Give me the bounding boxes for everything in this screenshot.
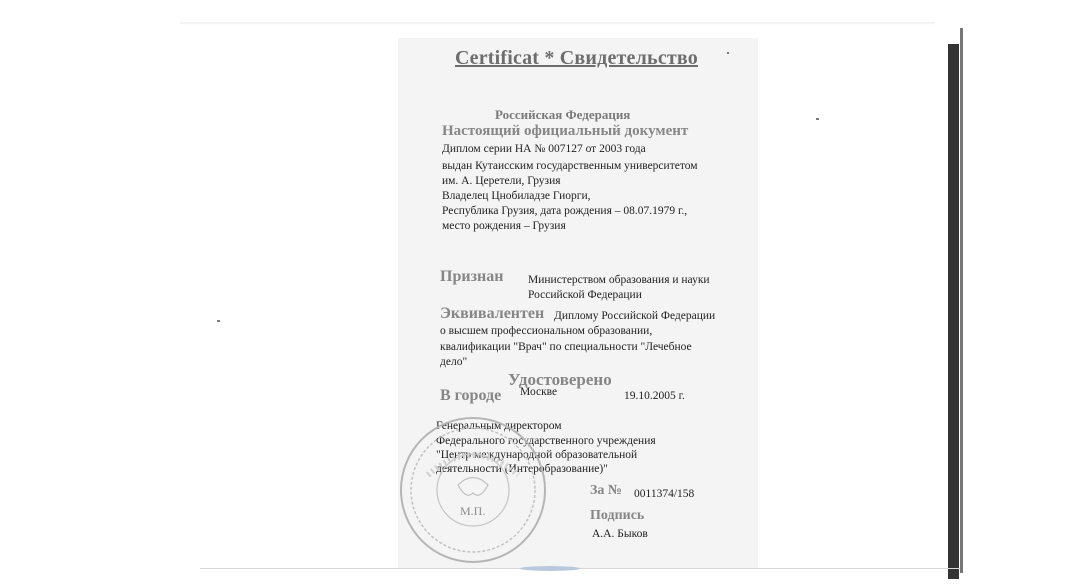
signatory-name: А.А. Быков: [592, 528, 648, 540]
director-line: Федерального государственного учреждения: [436, 435, 656, 447]
equivalent-label: Эквивалентен: [440, 305, 545, 322]
scan-top-shadow: [180, 22, 935, 25]
recognized-line: Российской Федерации: [528, 289, 642, 301]
city-label: В городе: [440, 387, 502, 404]
scan-speck: [727, 52, 729, 54]
certified-label: Удостоверено: [508, 370, 612, 389]
scan-speck: [816, 118, 819, 120]
equivalent-line: квалификации "Врач" по специальности "Лечебное: [440, 341, 692, 353]
certified-date: 19.10.2005 г.: [624, 390, 685, 402]
paper-fold-mark: [520, 566, 580, 571]
signature-label: Подпись: [590, 508, 645, 523]
seal-text: М.П.: [460, 504, 486, 518]
diploma-line: им. А. Церетели, Грузия: [442, 175, 561, 187]
diploma-line: выдан Кутаисским государственным университетом: [442, 160, 698, 172]
document-heading: Настоящий официальный документ: [442, 123, 689, 139]
scanner-edge-bar: [948, 44, 959, 579]
equivalent-line: Диплому Российской Федерации: [554, 310, 716, 322]
equivalent-line: о высшем профессиональном образовании,: [440, 325, 653, 337]
number-label: За №: [590, 483, 622, 498]
scan-bottom-line: [200, 568, 960, 569]
diploma-line: Владелец Цнобиладзе Гиорги,: [442, 190, 591, 202]
diploma-line: Республика Грузия, дата рождения – 08.07.1979 г.,: [442, 205, 688, 217]
recognized-label: Признан: [440, 268, 504, 285]
number-value: 0011374/158: [634, 488, 695, 500]
diploma-line: место рождения – Грузия: [442, 220, 566, 232]
official-seal: [398, 415, 548, 565]
director-line: деятельности (Интеробразование)": [436, 463, 608, 475]
equivalent-line: дело": [440, 356, 468, 368]
scanner-edge-line: [960, 28, 963, 573]
director-line: "Центр международной образовательной: [436, 449, 638, 461]
director-line: Генеральным директором: [436, 420, 562, 432]
country-heading: Российская Федерация: [495, 107, 631, 122]
city-value: Москве: [520, 386, 558, 398]
diploma-line: Диплом серии НА № 007127 от 2003 года: [442, 143, 646, 155]
scan-speck: [217, 320, 220, 322]
recognized-line: Министерством образования и науки: [528, 274, 710, 286]
certificate-title: Certificat * Свидетельство: [455, 47, 698, 69]
